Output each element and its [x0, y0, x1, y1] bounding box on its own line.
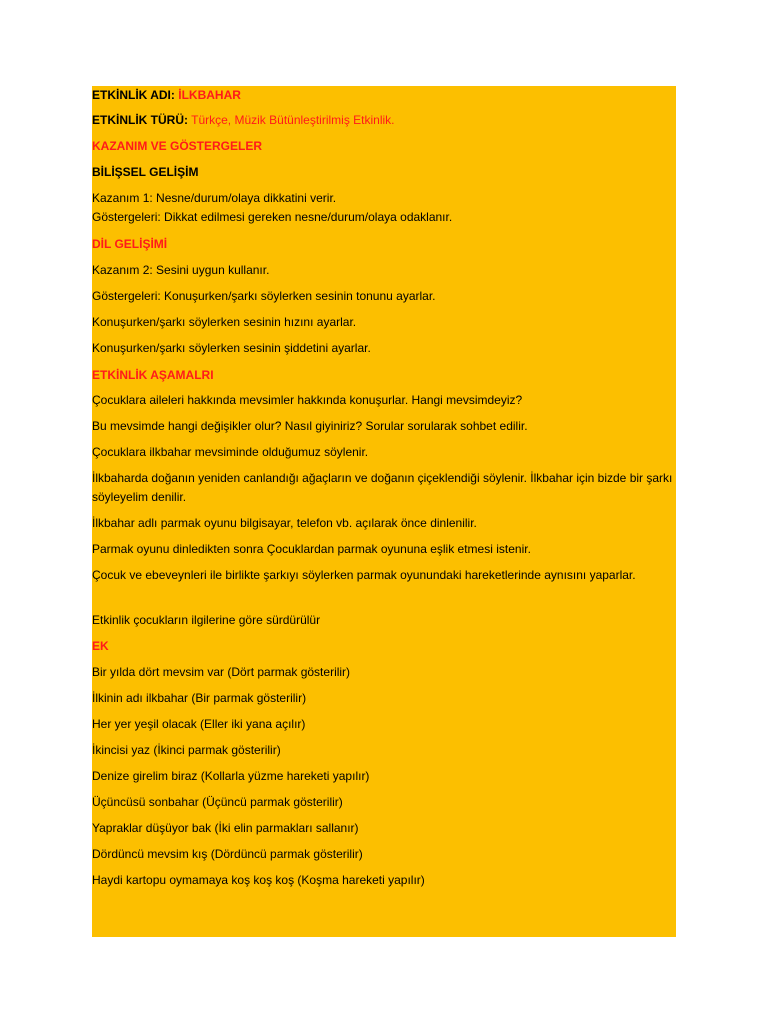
- song-line: Üçüncüsü sonbahar (Üçüncü parmak gösterilir): [92, 795, 343, 809]
- activity-name-value: İLKBAHAR: [178, 88, 241, 102]
- cognitive-indicators: Göstergeleri: Dikkat edilmesi gereken nesne/durum/olaya odaklanır.: [92, 210, 453, 224]
- step-item: Çocuklara aileleri hakkında mevsimler hakkında konuşurlar. Hangi mevsimdeyiz?: [92, 393, 523, 407]
- activity-type-line: [92, 111, 676, 130]
- song-line: Haydi kartopu oymamaya koş koş koş (Koşma hareketi yapılır): [92, 873, 425, 887]
- step-item: Çocuklara ilkbahar mevsiminde olduğumuz söylenir.: [92, 445, 369, 459]
- activity-name-line: [92, 86, 676, 105]
- section-outcomes-heading: KAZANIM VE GÖSTERGELER: [92, 139, 263, 153]
- activity-type-value: Türkçe, Müzik Bütünleştirilmiş Etkinlik.: [191, 113, 395, 127]
- step-item: Çocuk ve ebeveynleri ile birlikte şarkıyı söylerken parmak oyunundaki hareketlerinde aynısını yaparlar.: [92, 568, 636, 582]
- language-indicator: Konuşurken/şarkı söylerken sesinin şiddetini ayarlar.: [92, 341, 371, 355]
- step-item: İlkbaharda doğanın yeniden canlandığı ağaçların ve doğanın çiçeklendiği söylenir. İlkbahar için bizde bir şarkı söyleyelim denilir.: [92, 471, 673, 504]
- section-cognitive-heading: BİLİŞSEL GELİŞİM: [92, 165, 199, 179]
- song-line: Dördüncü mevsim kış (Dördüncü parmak gösterilir): [92, 847, 363, 861]
- song-line: Denize girelim biraz (Kollarla yüzme hareketi yapılır): [92, 769, 370, 783]
- step-item: Bu mevsimde hangi değişikler olur? Nasıl giyiniriz? Sorular sorularak sohbet edilir.: [92, 419, 528, 433]
- song-line: İlkinin adı ilkbahar (Bir parmak gösterilir): [92, 691, 307, 705]
- step-item: İlkbahar adlı parmak oyunu bilgisayar, telefon vb. açılarak önce dinlenilir.: [92, 516, 477, 530]
- section-appendix-heading: EK: [92, 639, 109, 653]
- language-indicator: Göstergeleri: Konuşurken/şarkı söylerken sesinin tonunu ayarlar.: [92, 289, 436, 303]
- section-steps-heading: ETKİNLİK AŞAMALRI: [92, 368, 214, 382]
- song-line: İkincisi yaz (İkinci parmak gösterilir): [92, 743, 281, 757]
- song-line: Her yer yeşil olacak (Eller iki yana açılır): [92, 717, 306, 731]
- activity-type-label: ETKİNLİK TÜRÜ:: [92, 113, 188, 127]
- document-page: [92, 86, 676, 937]
- song-line: Bir yılda dört mevsim var (Dört parmak gösterilir): [92, 665, 351, 679]
- language-outcome: Kazanım 2: Sesini uygun kullanır.: [92, 263, 270, 277]
- step-item: Parmak oyunu dinledikten sonra Çocuklardan parmak oyununa eşlik etmesi istenir.: [92, 542, 531, 556]
- cognitive-outcome: Kazanım 1: Nesne/durum/olaya dikkatini verir.: [92, 191, 337, 205]
- section-language-heading: DİL GELİŞİMİ: [92, 237, 168, 251]
- activity-name-label: ETKİNLİK ADI:: [92, 88, 175, 102]
- song-line: Yapraklar düşüyor bak (İki elin parmakları sallanır): [92, 821, 359, 835]
- step-item: Etkinlik çocukların ilgilerine göre sürdürülür: [92, 613, 321, 627]
- language-indicator: Konuşurken/şarkı söylerken sesinin hızını ayarlar.: [92, 315, 357, 329]
